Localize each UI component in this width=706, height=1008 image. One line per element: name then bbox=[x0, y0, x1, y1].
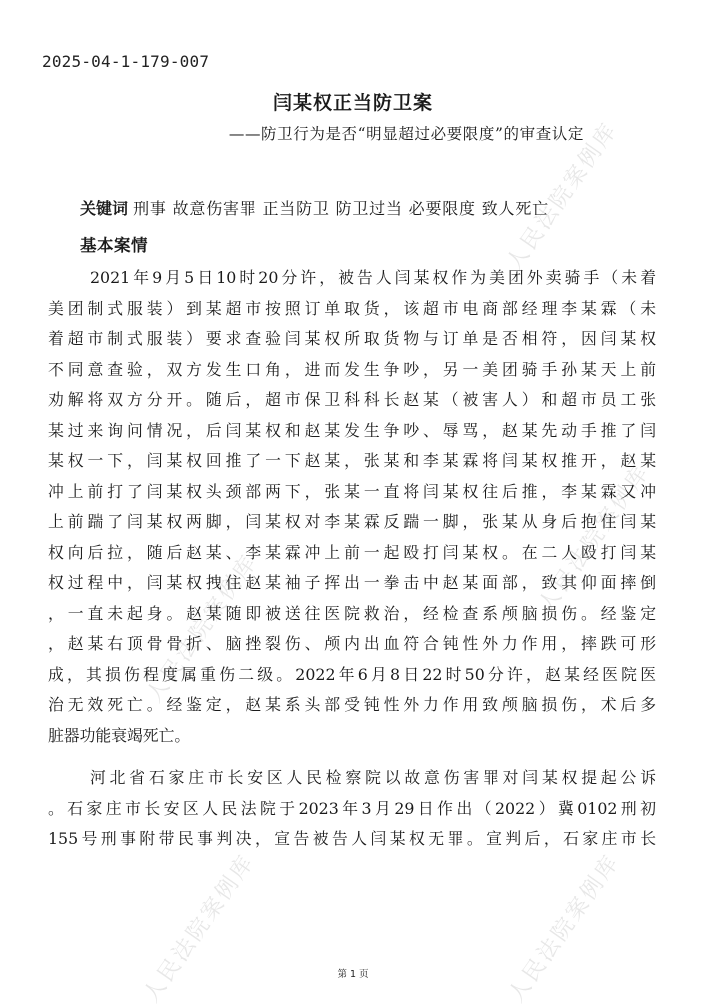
keywords-text: 刑事 故意伤害罪 正当防卫 防卫过当 必要限度 致人死亡 bbox=[133, 199, 549, 218]
body-line bbox=[48, 538, 656, 568]
body-line-text: 成，其损伤程度属重伤二级。2022年6月8日22时50分许，赵某经医院医 bbox=[48, 664, 656, 684]
body-line bbox=[48, 721, 656, 751]
body-line bbox=[90, 763, 656, 793]
body-line-text: 脏器功能衰竭死亡。 bbox=[48, 725, 191, 745]
body-line bbox=[48, 294, 656, 324]
body-line bbox=[48, 690, 656, 720]
keywords-row bbox=[80, 196, 549, 219]
body-line bbox=[48, 599, 656, 629]
body-line-text: 冲上前打了闫某权头颈部两下，张某一直将闫某权往后推，李某霖又冲 bbox=[48, 481, 656, 501]
body-line-text: 。石家庄市长安区人民法院于2023年3月29日作出（2022）冀0102刑初 bbox=[48, 798, 656, 818]
body-line-text: 劝解将双方分开。随后，超市保卫科科长赵某（被害人）和超市员工张 bbox=[48, 390, 656, 409]
body-line-text: 不同意查验，双方发生口角，进而发生争吵，另一美团骑手孙某天上前 bbox=[48, 359, 656, 379]
watermark-middle-left: 人民法院案例库 bbox=[142, 549, 263, 708]
body-line bbox=[48, 385, 656, 415]
case-subtitle: ——防卫行为是否“明显超过必要限度”的审查认定 bbox=[228, 125, 584, 143]
watermark-top-right: 人民法院案例库 bbox=[502, 117, 623, 276]
body-line bbox=[48, 355, 656, 385]
watermark-bottom-right: 人民法院案例库 bbox=[504, 849, 625, 1008]
body-line bbox=[48, 629, 656, 659]
body-line-text: 某权一下，闫某权回推了一下赵某，张某和李某霖将闫某权推开，赵某 bbox=[48, 451, 656, 470]
body-line bbox=[48, 416, 656, 446]
body-line-text: 着超市制式服装）要求查验闫某权所取货物与订单是否相符，因闫某权 bbox=[48, 329, 656, 348]
body-line-text: 治无效死亡。经鉴定，赵某系头部受钝性外力作用致颅脑损伤，术后多 bbox=[48, 695, 656, 714]
watermark-middle-right: 人民法院案例库 bbox=[534, 459, 655, 618]
keywords-label: 关键词 bbox=[80, 199, 129, 218]
body-line-text: 2021年9月5日10时20分许，被告人闫某权作为美团外卖骑手（未着 bbox=[90, 268, 656, 287]
body-line-text: 权过程中，闫某权拽住赵某袖子挥出一拳击中赵某面部，致其仰面摔倒 bbox=[48, 573, 656, 592]
body-line bbox=[48, 446, 656, 476]
body-line-text: 美团制式服装）到某超市按照订单取货，该超市电商部经理李某霖（未 bbox=[48, 298, 656, 318]
body-line bbox=[48, 794, 656, 824]
body-line-text: 某过来询问情况，后闫某权和赵某发生争吵、辱骂，赵某先动手推了闫 bbox=[48, 420, 656, 440]
body-line-text: 155号刑事附带民事判决，宣告被告人闫某权无罪。宣判后，石家庄市长 bbox=[48, 829, 656, 848]
body-line-text: 权向后拉，随后赵某、李某霖冲上前一起殴打闫某权。在二人殴打闫某 bbox=[48, 542, 656, 562]
body-line bbox=[48, 507, 656, 537]
case-title: 闫某权正当防卫案 bbox=[272, 92, 433, 114]
body-line bbox=[48, 568, 656, 598]
page-footer: 第 1 页 bbox=[337, 969, 369, 980]
case-number: 2025-04-1-179-007 bbox=[42, 52, 210, 71]
body-line-text: 上前踹了闫某权两脚，闫某权对李某霖反踹一脚，张某从身后抱住闫某 bbox=[48, 512, 656, 531]
section-heading: 基本案情 bbox=[80, 236, 148, 255]
body-line bbox=[48, 660, 656, 690]
body-line-text: 河北省石家庄市长安区人民检察院以故意伤害罪对闫某权提起公诉 bbox=[90, 768, 656, 787]
body-line bbox=[48, 324, 656, 354]
watermark-bottom-left: 人民法院案例库 bbox=[139, 849, 260, 1008]
body-line-text: ，赵某右顶骨骨折、脑挫裂伤、颅内出血符合钝性外力作用，摔跌可形 bbox=[48, 634, 656, 653]
body-line-text: ，一直未起身。赵某随即被送往医院救治，经检查系颅脑损伤。经鉴定 bbox=[48, 603, 656, 623]
body-line bbox=[90, 263, 656, 293]
body-line bbox=[48, 824, 656, 854]
body-line bbox=[48, 477, 656, 507]
